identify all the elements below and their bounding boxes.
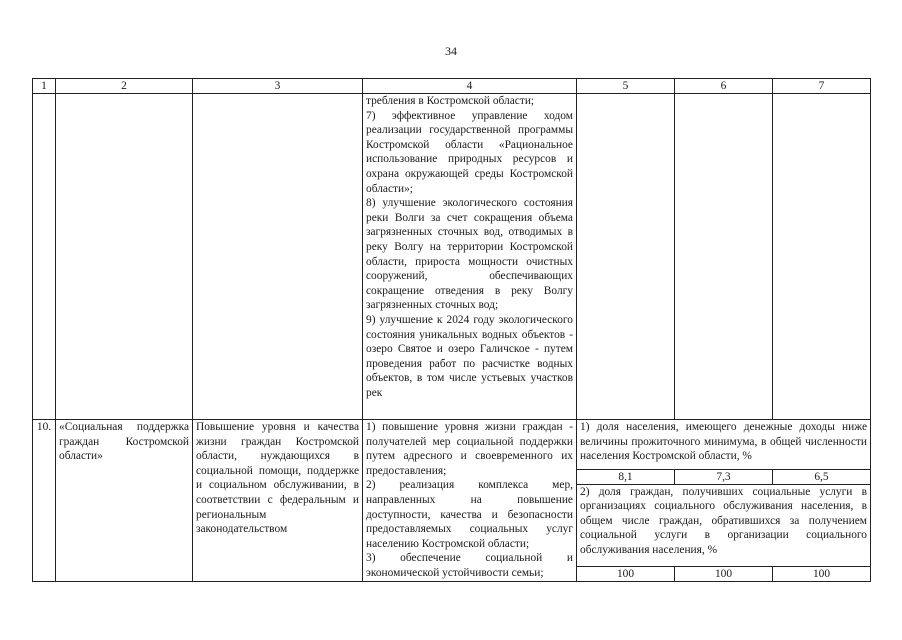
task-text: 3) обеспечение социальной и экономической устойчивости семьи; [366,552,573,579]
empty-cell [577,94,675,420]
indicator-value: 100 [577,566,675,581]
continuation-row [33,94,871,420]
column-number: 6 [675,79,773,94]
program-row-10 [33,420,871,470]
indicator-value: 100 [773,566,871,581]
task-text: 1) повышение уровня жизни граждан - получателей мер социальной поддержки путем адресного и своевременного их предоставления; [366,421,573,477]
indicator-value: 100 [675,566,773,581]
tasks-cell [363,420,577,582]
column-number: 7 [773,79,871,94]
column-number: 4 [363,79,577,94]
row-number: 10. [33,420,56,582]
program-name: «Социальная поддержка граждан Костромской области» [56,420,193,582]
column-number: 2 [56,79,193,94]
column-number: 3 [193,79,363,94]
task-text: 2) реализация комплекса мер, направленных на повышение доступности, качества и безопасности предоставляемых социальных услуг населению Костромской области; [366,479,573,550]
empty-cell [193,94,363,420]
empty-cell [33,94,56,420]
task-text: требления в Костромской области; [366,95,535,107]
program-goal: Повышение уровня и качества жизни граждан Костромской области, нуждающихся в социальной помощи, поддержке и социальном обслуживании, в соответствии с федеральным и региональным законодательством [193,420,363,582]
indicator-text: 1) доля населения, имеющего денежные доходы ниже величины прожиточного минимума, в общей численности населения Костромской области, % [577,420,871,470]
empty-cell [56,94,193,420]
indicator-value: 7,3 [675,469,773,484]
empty-cell [675,94,773,420]
page-number: 34 [445,44,457,58]
task-text: 7) эффективное управление ходом реализации государственной программы Костромской области «Рациональное использование природных ресурсов и охрана окружающей среды Костромской области»; [366,109,573,195]
column-number: 1 [33,79,56,94]
task-text: 9) улучшение к 2024 году экологического состояния уникальных водных объектов - озеро Святое и озеро Галичское - путем проведения работ по расчистке водных объектов, в том числе устьевых участков рек [366,313,573,399]
programs-table [32,78,871,582]
column-number: 5 [577,79,675,94]
indicator-text: 2) доля граждан, получивших социальные услуги в организациях социального обслуживания населения, в общем числе граждан, обратившихся за получением социальной услуги в организации социального обслуживания населения, % [577,484,871,566]
empty-cell [773,94,871,420]
indicator-value: 6,5 [773,469,871,484]
tasks-cell [363,94,577,420]
task-text: 8) улучшение экологического состояния реки Волги за счет сокращения объема загрязненных сточных вод, отводимых в реку Волгу на территории Костромской области, прироста мощности очистных сооружений, обеспечивающих сокращение отведения в реку Волгу загрязненных сточных вод; [366,197,573,312]
indicator-value: 8,1 [577,469,675,484]
column-number-row [33,79,871,94]
